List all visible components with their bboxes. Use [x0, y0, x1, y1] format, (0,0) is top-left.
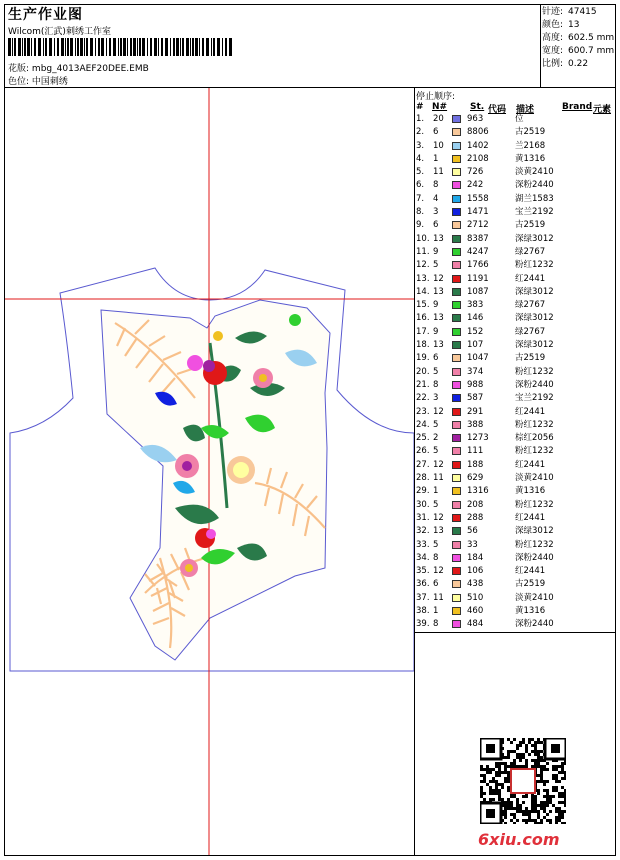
row-needle: 13 [433, 233, 444, 244]
row-needle: 13 [433, 526, 444, 537]
row-stitches: 510 [467, 592, 484, 603]
thread-row [415, 312, 615, 325]
row-index: 37. [416, 592, 430, 603]
row-index: 4. [416, 153, 425, 164]
color-swatch [452, 461, 461, 469]
row-index: 12. [416, 260, 430, 271]
row-needle: 6 [433, 579, 439, 590]
row-description: 粉红1232 [515, 260, 554, 271]
thread-row [415, 392, 615, 405]
color-swatch [452, 354, 461, 362]
thread-row [415, 605, 615, 618]
row-description: 古2519 [515, 353, 546, 364]
row-stitches: 2712 [467, 220, 489, 231]
barcode [8, 38, 234, 56]
row-needle: 6 [433, 353, 439, 364]
qr-code-icon [480, 738, 566, 824]
stat-colors: 颜色: 13 [542, 20, 580, 30]
color-swatch [452, 381, 461, 389]
row-index: 6. [416, 180, 425, 191]
row-stitches: 208 [467, 499, 484, 510]
thread-row [415, 552, 615, 565]
row-needle: 13 [433, 340, 444, 351]
row-index: 25. [416, 433, 430, 444]
row-index: 39. [416, 619, 430, 630]
row-description: 兰2168 [515, 140, 546, 151]
color-swatch [452, 341, 461, 349]
stat-width: 宽度: 600.7 mm [542, 46, 615, 56]
divider-table-bottom [414, 632, 616, 633]
thread-row [415, 126, 615, 139]
row-index: 11. [416, 246, 430, 257]
color-swatch [452, 554, 461, 562]
thread-row [415, 539, 615, 552]
row-description: 位 [515, 114, 524, 124]
row-description: 绿2767 [515, 300, 546, 311]
color-swatch [452, 394, 461, 402]
thread-row [415, 259, 615, 272]
row-stitches: 4247 [467, 246, 489, 257]
row-index: 2. [416, 127, 425, 138]
row-index: 13. [416, 273, 430, 284]
row-description: 深粉2440 [515, 552, 554, 563]
row-description: 红2441 [515, 406, 546, 417]
col-element: 元素 [593, 105, 612, 115]
row-stitches: 1316 [467, 486, 489, 497]
row-stitches: 146 [467, 313, 484, 324]
row-stitches: 374 [467, 366, 484, 377]
color-swatch [452, 567, 461, 575]
row-needle: 9 [433, 326, 439, 337]
row-stitches: 8387 [467, 233, 489, 244]
row-stitches: 1191 [467, 273, 489, 284]
row-index: 33. [416, 539, 430, 550]
row-description: 宝兰2192 [515, 207, 554, 218]
row-description: 深绿3012 [515, 526, 554, 537]
row-description: 红2441 [515, 512, 546, 523]
row-description: 深绿3012 [515, 340, 554, 351]
row-index: 3. [416, 140, 425, 151]
row-needle: 8 [433, 180, 439, 191]
thread-row [415, 113, 615, 126]
row-description: 深绿3012 [515, 286, 554, 297]
stat-scale: 比例: 0.22 [542, 59, 589, 69]
thread-row [415, 419, 615, 432]
row-description: 红2441 [515, 273, 546, 284]
row-stitches: 33 [467, 539, 478, 550]
row-description: 红2441 [515, 459, 546, 470]
col-st: St. [470, 102, 485, 112]
row-stitches: 107 [467, 340, 484, 351]
color-swatch [452, 208, 461, 216]
color-swatch [452, 235, 461, 243]
row-description: 宝兰2192 [515, 393, 554, 404]
row-stitches: 1402 [467, 140, 489, 151]
row-index: 18. [416, 340, 430, 351]
row-needle: 11 [433, 592, 444, 603]
position-label: 色位: [8, 77, 30, 87]
thread-row [415, 512, 615, 525]
thread-row [415, 578, 615, 591]
row-description: 古2519 [515, 127, 546, 138]
row-description: 粉红1232 [515, 419, 554, 430]
row-description: 黄1316 [515, 153, 546, 164]
row-description: 深粉2440 [515, 619, 554, 630]
row-needle: 9 [433, 300, 439, 311]
row-needle: 20 [433, 114, 444, 124]
embroidery-design [5, 88, 414, 855]
row-needle: 12 [433, 566, 444, 577]
row-description: 深绿3012 [515, 233, 554, 244]
thread-row [415, 406, 615, 419]
thread-row [415, 499, 615, 512]
thread-row [415, 618, 615, 631]
color-swatch [452, 288, 461, 296]
color-swatch [452, 447, 461, 455]
row-needle: 5 [433, 419, 439, 430]
row-index: 24. [416, 419, 430, 430]
row-stitches: 152 [467, 326, 484, 337]
row-index: 8. [416, 207, 425, 218]
color-swatch [452, 221, 461, 229]
company-name: Wilcom(汇武)刺绣工作室 [8, 27, 111, 37]
row-stitches: 8806 [467, 127, 489, 138]
row-index: 17. [416, 326, 430, 337]
row-stitches: 726 [467, 167, 484, 178]
row-index: 29. [416, 486, 430, 497]
row-needle: 1 [433, 605, 439, 616]
row-needle: 5 [433, 366, 439, 377]
row-needle: 3 [433, 207, 439, 218]
row-needle: 4 [433, 193, 439, 204]
color-swatch [452, 580, 461, 588]
position-value: 中国刺绣 [31, 77, 68, 87]
row-needle: 6 [433, 127, 439, 138]
row-stitches: 1471 [467, 207, 489, 218]
row-description: 淡黄2410 [515, 473, 554, 484]
row-needle: 12 [433, 273, 444, 284]
thread-row [415, 153, 615, 166]
thread-row [415, 286, 615, 299]
row-index: 19. [416, 353, 430, 364]
thread-row [415, 565, 615, 578]
row-description: 深粉2440 [515, 379, 554, 390]
row-index: 15. [416, 300, 430, 311]
col-code: 代码 [488, 105, 507, 115]
col-n: N# [432, 102, 448, 112]
color-swatch [452, 408, 461, 416]
row-index: 9. [416, 220, 425, 231]
thread-row [415, 472, 615, 485]
row-stitches: 1558 [467, 193, 489, 204]
row-index: 35. [416, 566, 430, 577]
row-stitches: 1766 [467, 260, 489, 271]
color-swatch [452, 314, 461, 322]
color-swatch [452, 434, 461, 442]
color-swatch [452, 368, 461, 376]
row-needle: 5 [433, 446, 439, 457]
row-needle: 13 [433, 286, 444, 297]
stop-sequence-title: 停止顺序: [416, 92, 456, 102]
divider-stats [540, 4, 541, 87]
row-index: 28. [416, 473, 430, 484]
thread-row [415, 326, 615, 339]
row-needle: 5 [433, 260, 439, 271]
thread-row [415, 140, 615, 153]
row-needle: 12 [433, 459, 444, 470]
row-description: 湖兰1583 [515, 193, 554, 204]
row-needle: 10 [433, 140, 444, 151]
thread-row [415, 366, 615, 379]
row-description: 粉红1232 [515, 499, 554, 510]
row-stitches: 388 [467, 419, 484, 430]
color-swatch [452, 474, 461, 482]
row-index: 36. [416, 579, 430, 590]
thread-row [415, 485, 615, 498]
thread-row [415, 179, 615, 192]
row-stitches: 1273 [467, 433, 489, 444]
row-stitches: 111 [467, 446, 484, 457]
color-swatch [452, 421, 461, 429]
row-stitches: 484 [467, 619, 484, 630]
row-stitches: 1087 [467, 286, 489, 297]
row-index: 26. [416, 446, 430, 457]
file-label: 花版: [8, 64, 30, 74]
thread-row [415, 273, 615, 286]
color-swatch [452, 501, 461, 509]
row-stitches: 56 [467, 526, 478, 537]
row-needle: 5 [433, 499, 439, 510]
row-needle: 3 [433, 393, 439, 404]
col-hash: # [416, 102, 424, 112]
color-swatch [452, 487, 461, 495]
row-needle: 1 [433, 153, 439, 164]
row-description: 深绿3012 [515, 313, 554, 324]
watermark-logo: 6xiu.com [478, 830, 560, 849]
color-swatch [452, 514, 461, 522]
row-index: 16. [416, 313, 430, 324]
row-description: 粉红1232 [515, 446, 554, 457]
row-index: 31. [416, 512, 430, 523]
row-stitches: 963 [467, 114, 484, 124]
row-stitches: 460 [467, 605, 484, 616]
color-swatch [452, 275, 461, 283]
row-needle: 8 [433, 552, 439, 563]
row-needle: 12 [433, 406, 444, 417]
page-title: 生产作业图 [8, 7, 83, 23]
thread-row [415, 219, 615, 232]
row-description: 粉红1232 [515, 539, 554, 550]
row-needle: 13 [433, 313, 444, 324]
row-stitches: 587 [467, 393, 484, 404]
thread-row [415, 166, 615, 179]
row-description: 古2519 [515, 579, 546, 590]
thread-row [415, 246, 615, 259]
row-description: 淡黄2410 [515, 592, 554, 603]
row-stitches: 988 [467, 379, 484, 390]
row-index: 14. [416, 286, 430, 297]
thread-row [415, 193, 615, 206]
file-line [8, 61, 149, 74]
row-index: 38. [416, 605, 430, 616]
row-description: 黄1316 [515, 486, 546, 497]
row-needle: 1 [433, 486, 439, 497]
stat-stitches: 针迹: 47415 [542, 7, 597, 17]
row-index: 1. [416, 114, 425, 124]
color-swatch [452, 328, 461, 336]
row-needle: 5 [433, 539, 439, 550]
color-swatch [452, 607, 461, 615]
color-swatch [452, 115, 461, 123]
color-swatch [452, 142, 461, 150]
color-swatch [452, 195, 461, 203]
color-swatch [452, 155, 461, 163]
thread-table [415, 113, 615, 632]
thread-row [415, 525, 615, 538]
row-stitches: 2108 [467, 153, 489, 164]
thread-row [415, 233, 615, 246]
color-swatch [452, 541, 461, 549]
row-description: 古2519 [515, 220, 546, 231]
row-stitches: 1047 [467, 353, 489, 364]
row-needle: 11 [433, 167, 444, 178]
row-description: 绿2767 [515, 326, 546, 337]
row-stitches: 438 [467, 579, 484, 590]
col-brand: Brand [562, 102, 593, 112]
row-index: 20. [416, 366, 430, 377]
file-name: mbg_4013AEF20DEE.EMB [31, 64, 149, 74]
row-stitches: 188 [467, 459, 484, 470]
thread-row [415, 206, 615, 219]
stat-height: 高度: 602.5 mm [542, 33, 615, 43]
row-index: 10. [416, 233, 430, 244]
row-stitches: 288 [467, 512, 484, 523]
color-swatch [452, 301, 461, 309]
color-swatch [452, 594, 461, 602]
color-swatch [452, 620, 461, 628]
thread-row [415, 592, 615, 605]
row-index: 5. [416, 167, 425, 178]
color-swatch [452, 181, 461, 189]
row-stitches: 291 [467, 406, 484, 417]
color-swatch [452, 527, 461, 535]
row-needle: 8 [433, 619, 439, 630]
thread-row [415, 459, 615, 472]
row-description: 粉红1232 [515, 366, 554, 377]
color-swatch [452, 168, 461, 176]
row-index: 30. [416, 499, 430, 510]
row-stitches: 242 [467, 180, 484, 191]
color-swatch [452, 261, 461, 269]
row-index: 21. [416, 379, 430, 390]
row-needle: 6 [433, 220, 439, 231]
row-index: 23. [416, 406, 430, 417]
row-stitches: 106 [467, 566, 484, 577]
row-description: 淡黄2410 [515, 167, 554, 178]
row-index: 22. [416, 393, 430, 404]
row-needle: 9 [433, 246, 439, 257]
row-needle: 11 [433, 473, 444, 484]
row-index: 27. [416, 459, 430, 470]
thread-row [415, 299, 615, 312]
row-description: 红2441 [515, 566, 546, 577]
row-index: 7. [416, 193, 425, 204]
color-swatch [452, 128, 461, 136]
row-stitches: 629 [467, 473, 484, 484]
thread-row [415, 445, 615, 458]
row-description: 黄1316 [515, 605, 546, 616]
color-swatch [452, 248, 461, 256]
row-needle: 12 [433, 512, 444, 523]
seal-stamp-icon [511, 769, 535, 793]
row-description: 绿2767 [515, 246, 546, 257]
row-needle: 8 [433, 379, 439, 390]
row-description: 棕红2056 [515, 433, 554, 444]
thread-row [415, 379, 615, 392]
row-index: 34. [416, 552, 430, 563]
thread-row [415, 352, 615, 365]
row-needle: 2 [433, 433, 439, 444]
thread-row [415, 432, 615, 445]
row-stitches: 383 [467, 300, 484, 311]
position-line [8, 74, 68, 87]
thread-row [415, 339, 615, 352]
col-desc: 描述 [516, 105, 535, 115]
stats-panel [542, 6, 614, 71]
row-index: 32. [416, 526, 430, 537]
row-description: 深粉2440 [515, 180, 554, 191]
row-stitches: 184 [467, 552, 484, 563]
